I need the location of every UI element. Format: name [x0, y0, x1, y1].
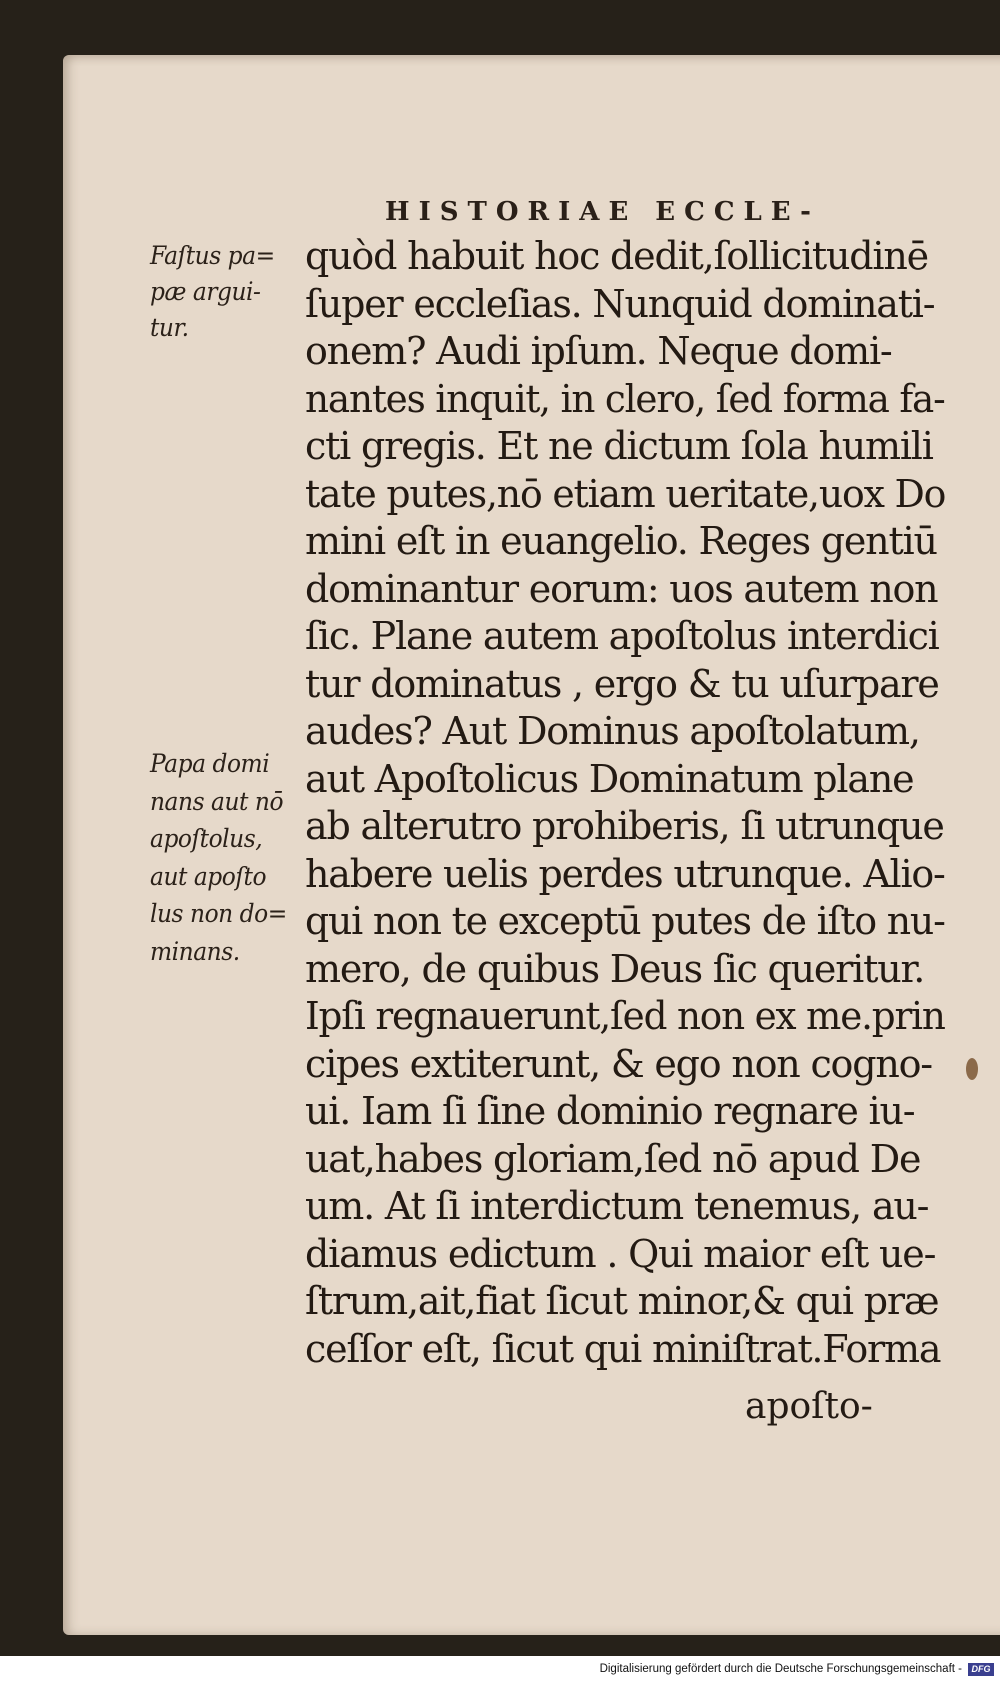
marginal-note: [150, 745, 300, 970]
text-line: diamus edictum . Qui maior eſt ue-: [305, 1231, 936, 1276]
text-line: tur dominatus , ergo & tu uſurpare: [305, 661, 939, 706]
text-line: uat,habes gloriam,ſed nō apud De: [305, 1136, 921, 1181]
marginal-note-line: aut apoſto: [150, 861, 267, 891]
marginal-note-line: minans.: [150, 936, 240, 966]
ink-blot: [966, 1058, 978, 1080]
text-line: onem? Audi ipſum. Neque domi-: [305, 329, 892, 373]
body-text: [305, 233, 945, 1373]
marginal-note-line: Faſtus pa=: [150, 241, 275, 270]
text-line: ceſſor eſt, ſicut qui miniſtrat.Forma: [305, 1326, 941, 1371]
text-line: mini eſt in euangelio. Reges gentiū: [305, 519, 937, 563]
marginal-note: [150, 238, 300, 346]
text-line: qui non te exceptū putes de iſto nu-: [305, 899, 945, 943]
text-line: habere uelis perdes utrunque. Alio-: [305, 851, 945, 896]
text-line: nantes inquit, in clero, ſed forma fa-: [305, 376, 945, 421]
text-line: ab alterutro prohiberis, ſi utrunque: [305, 804, 944, 848]
text-line: cti gregis. Et ne dictum ſola humili: [305, 424, 933, 468]
marginal-note-line: apoſtolus,: [150, 824, 263, 853]
dfg-logo-icon: DFG: [968, 1663, 994, 1676]
text-line: um. At ſi interdictum tenemus, au-: [305, 1184, 929, 1228]
text-line: dominantur eorum: uos autem non: [305, 566, 938, 611]
text-line: mero, de quibus Deus ſic queritur.: [305, 946, 925, 991]
running-head: HISTORIAE ECCLE-: [385, 197, 820, 227]
text-line: cipes extiterunt, & ego non cogno-: [305, 1041, 932, 1086]
marginal-note-line: pæ argui-: [150, 277, 261, 306]
footer-bar: [0, 1656, 1000, 1685]
text-line: ſuper eccleſias. Nunquid dominati-: [305, 281, 935, 326]
text-line: tate putes,nō etiam ueritate,uox Do: [305, 471, 946, 516]
marginal-note-line: Papa domi: [150, 749, 270, 778]
funding-credit: Digitalisierung gefördert durch die Deutsche Forschungsgemeinschaft -: [599, 1663, 962, 1675]
catchword: apoſto-: [745, 1386, 873, 1427]
text-line: ſtrum,ait,fiat ſicut minor,& qui præ: [305, 1279, 939, 1323]
text-line: ui. Iam ſi ſine dominio regnare iu-: [305, 1089, 915, 1133]
marginal-note-line: tur.: [150, 313, 189, 342]
text-line: audes? Aut Dominus apoſtolatum,: [305, 709, 920, 753]
text-line: aut Apoſtolicus Dominatum plane: [305, 756, 914, 801]
text-line: quòd habuit hoc dedit,ſollicitudinē: [305, 234, 928, 278]
marginal-note-line: nans aut nō: [150, 786, 284, 816]
text-line: Ipſi regnauerunt,ſed non ex me.prin: [305, 994, 945, 1038]
text-line: ſic. Plane autem apoſtolus interdici: [305, 614, 939, 658]
marginal-note-line: lus non do=: [150, 899, 287, 928]
